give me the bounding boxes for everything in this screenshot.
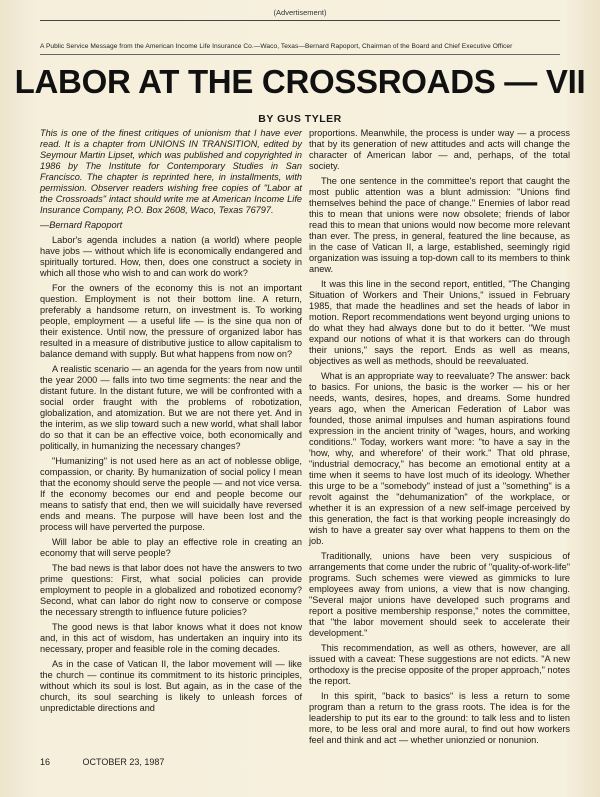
paragraph: The one sentence in the committee's report that caught the most public attention was a blunt admission: "Unions find themselves behind the pace of change." Enemies of labor read this to mean that unions were now obsolete; friends of labor read this to mean that unions would now become more relevant than ever. The press, in general, featured the line because, as in the case of Vatican II, a large, established, seemingly rigid organization was issuing a top-down call to its members to think anew. [309, 176, 570, 274]
advertisement-label: (Advertisement) [273, 8, 327, 17]
issue-date: OCTOBER 23, 1987 [82, 757, 165, 767]
article-byline: BY GUS TYLER [258, 113, 342, 125]
paragraph: The bad news is that labor does not have the answers to two prime questions: First, what social policies can provide employment to people in a globalized and robotized economy? Second, what can labor do right now to conserve or compose the necessary strength to influence future policies? [40, 563, 302, 617]
paragraph: The good news is that labor knows what it does not know and, in this act of wisdom, has undertaken an inquiry into its necessary, proper and feasible role in the coming decades. [40, 622, 302, 654]
paragraph: For the owners of the economy this is not an important question. Employment is not their bottom line. A return, preferably a handsome return, on investment is. To working people, employment — a useful life — is the sine qua non of their existence. Until now, the pressure of organized labor has resulted in a measure of distributive justice to allow capitalism to balance demand with supply. But what happens from now on? [40, 283, 302, 359]
paragraph: As in the case of Vatican II, the labor movement will — like the church — continue its commitment to its historic principles, without which its soul is lost. But again, as in the case of the church, its soul searching is likely to unleash forces of unpredictable directions and [40, 659, 302, 713]
public-service-message: A Public Service Message from the American Income Life Insurance Co.—Waco, Texas—Bernard Rapoport, Chairman of the Board and Chief Executive Officer [40, 43, 513, 50]
paragraph: "Humanizing" is not used here as an act of noblesse oblige, compassion, or charity. By humanization of social policy I mean that the economy should serve the people — and not vice versa. If the economy becomes our end and people become our means to satisfy that end, then we will suicidally have reversed ends and means. The purpose will have been lost and the process will have perverted the purpose. [40, 456, 303, 532]
page-footer [40, 757, 164, 767]
paragraph: Will labor be able to play an effective role in creating an economy that will serve people? [40, 537, 302, 558]
editor-intro: This is one of the finest critiques of unionism that I have ever read. It is a chapter from UNIONS IN TRANSITION, edited by Seymour Martin Lipset, which was published and copyrighted in 1986 by The Institute for Contemporary Studies in San Francisco. The chapter is reprinted here, in installments, with permission. Observer readers wishing free copies of "Labor at the Crossroads" intact should write me at American Income Life Insurance Company, P.O. Box 2608, Waco, Texas 76797. [40, 128, 302, 215]
header-rule [40, 54, 560, 55]
paragraph: It was this line in the second report, entitled, "The Changing Situation of Workers and Their Unions," issued in February 1985, that made the headlines and set the heads of labor in motion. Report recommendations went beyond urging unions to do what they had always done but to do it better. "We must expand our notions of what it is that workers can do through their unions," says the report. Ends as well as means, objectives as well as methods, should be reevaluated. [309, 279, 570, 366]
paragraph: Labor's agenda includes a nation (a world) where people have jobs — without which life is economically endangered and spiritually tortured. How, then, does one construct a society in which all those who wish to and can work do work? [40, 235, 302, 278]
page-number: 16 [40, 757, 51, 767]
right-column [309, 128, 570, 750]
article-title: LABOR AT THE CROSSROADS — VII [14, 63, 586, 100]
paragraph: Traditionally, unions have been very suspicious of arrangements that come under the rubric of "quality-of-work-life" programs. Such schemes were viewed as gimmicks to lure employees away from unions, a view that is now changing. "Several major unions have developed such programs and report a positive membership response," notes the committee, that "the labor movement should seek to accelerate their development." [309, 551, 570, 638]
intro-signature: —Bernard Rapoport [40, 220, 123, 230]
left-column [40, 128, 302, 718]
paragraph: What is an appropriate way to reevaluate? The answer: back to basics. For unions, the basic is the worker — his or her needs, wants, desires, hopes, and dreams. Some hundred years ago, when the American Federation of Labor was founded, those animal impulses and human aspirations found expression in the ancient trinity of "wages, hours, and working conditions." Today, workers want more: "to have a say in the 'how, why, and wherefore' of their work." That old phrase, "industrial democracy," has become an emotional entity at a time when it seems to have lost much of its ideology. Whether this urge to be a "somebody" instead of just a "something" is a revolt against the "dehumanization" of the workplace, or whether it is an expression of a new self-image perceived by this generation, the fact is that working people increasingly do wish to have a greater say over what happens to them on the job. [309, 371, 570, 546]
paragraph: This recommendation, as well as others, however, are all issued with a caveat: These suggestions are not edicts. "A new orthodoxy is the precise opposite of the proper approach," notes the report. [309, 643, 570, 686]
top-rule [40, 20, 560, 21]
paragraph: proportions. Meanwhile, the process is under way — a process that by its generation of new attitudes and acts will change the character of American labor — and, perhaps, of the total society. [309, 128, 570, 171]
paragraph: A realistic scenario — an agenda for the years from now until the year 2000 — falls into two time segments: the near and the distant future. In the distant future, we will be confronted with a social order fraught with the problems of robotization, globalization, and atomization. But we are not there yet. And in the interim, as we slip toward such a new world, what shall labor do so that it can be an effective voice, both economically and politically, in humanizing the necessary changes? [40, 364, 302, 451]
paragraph: In this spirit, "back to basics" is less a return to some program than a return to the grass roots. The idea is for the leadership to put its ear to the ground: to talk less and to listen more, to be less oral and more aural, to find out how workers feel and think and act — whether unionzied or nonunion. [309, 691, 570, 745]
